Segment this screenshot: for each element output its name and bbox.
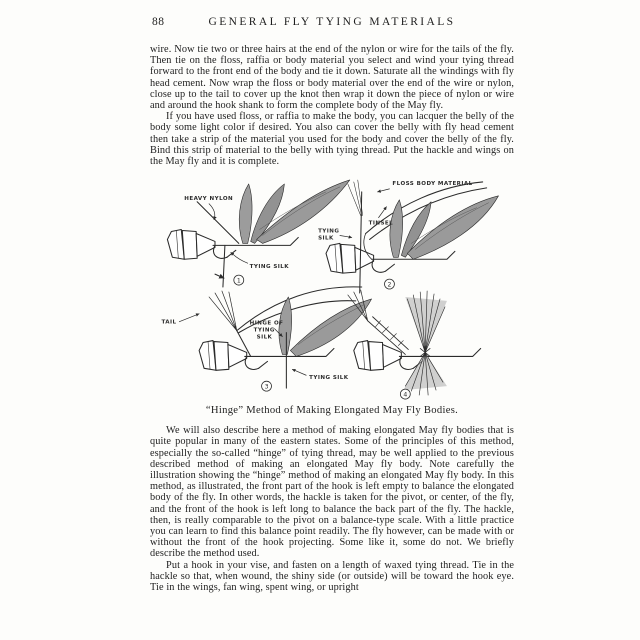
feather xyxy=(239,184,252,243)
text-column xyxy=(150,16,514,593)
fig-step-number-4: 4 xyxy=(403,391,408,399)
fly-tying-diagram xyxy=(150,176,506,404)
fig-step-4 xyxy=(348,290,481,399)
fig-label-hinge-c: SILK xyxy=(256,334,273,341)
body-text xyxy=(150,44,514,167)
tail-fibres xyxy=(209,291,237,331)
fig-label-tail: TAIL xyxy=(161,319,177,326)
fig-label-tying-2b: SILK xyxy=(318,235,334,242)
fig-step-number-3: 3 xyxy=(264,383,269,391)
hackle-bush xyxy=(403,353,447,391)
page-header xyxy=(150,16,514,31)
fig-step-2 xyxy=(318,180,498,293)
fig-label-tying-silk-1: TYING SILK xyxy=(249,264,290,271)
body-paragraph: wire. Now tie two or three hairs at the end of the nylon or wire for the tails of the fly. Then tie on the floss, raffia or body material you select and wind your tying thread forward to the front end of the body and tie it down. Saturate all the windings with fly head cement. Now wrap the floss or body material over the end of the wire or nylon, close up to the tail to cover up the knot then wrap it down the piece of nylon or wire and around the hook shank to form the complete body of the May fly. xyxy=(150,44,514,112)
fig-step-3 xyxy=(161,287,371,391)
running-title: GENERAL FLY TYING MATERIALS xyxy=(208,16,456,28)
fig-label-heavy-nylon: HEAVY NYLON xyxy=(184,196,234,203)
body-paragraph: Put a hook in your vise, and fasten on a length of waxed tying thread. Tie in the hackle so that, when wound, the shiny side (or outside) will be toward the hook eye. Tie in the wings, fan wing, spent wing, or upright xyxy=(150,559,514,594)
fig-label-floss-body: FLOSS BODY MATERIAL xyxy=(392,181,473,188)
fig-label-hinge-a: HINGE OF xyxy=(249,320,284,327)
feather xyxy=(390,200,403,257)
fig-label-tinsel: TINSEL xyxy=(368,220,394,227)
hook-shank-wire xyxy=(245,349,334,357)
tying-silk-line xyxy=(223,246,225,288)
body-paragraph: We will also describe here a method of making elongated May fly bodies that is quite popular in many of the eastern states. Some of the principles of this method, especially the so-called “hinge” of tying thread, may be well applied to the previous described method of making an elongated May fly body. Note carefully the illustration showing the “hinge” method of making an elongated May fly body. In this method, as illustrated, the front part of the hook is left empty to balance the elongated body of the fly. In other words, the hackle is taken for the pivot, or center, of the fly, and the front of the hook is left long to balance the back part of the fly. The hackle, then, is really comparable to the pivot on a balance-type scale. With a little practice you can learn to find this balance point readily. The fly however, can be made with or without the front of the hook projecting. Some like it, some do not. We briefly describe the method used. xyxy=(150,425,514,560)
body-paragraph: If you have used floss, or raffia to make the body, you can lacquer the belly of the body some light color if desired. You also can cover the belly with fly head cement then take a strip of the material you used for the body and cover the belly of the fly. Bind this strip of material to the belly with tying thread. Put the hackle and wings on the May fly and it is complete. xyxy=(150,111,514,168)
fig-label-tying-2a: TYING xyxy=(318,228,340,235)
page-number: 88 xyxy=(152,16,165,28)
body-text xyxy=(150,425,514,593)
fig-step-number-2: 2 xyxy=(387,281,392,289)
figure-illustration xyxy=(150,176,514,416)
figure-caption: “Hinge” Method of Making Elongated May Fly Bodies. xyxy=(205,405,459,417)
fig-label-hinge-b: TYING xyxy=(253,327,275,334)
hook-shank-wire xyxy=(399,349,480,357)
fig-step-number-1: 1 xyxy=(236,277,241,285)
fig-label-tying-silk-3: TYING SILK xyxy=(309,375,349,382)
